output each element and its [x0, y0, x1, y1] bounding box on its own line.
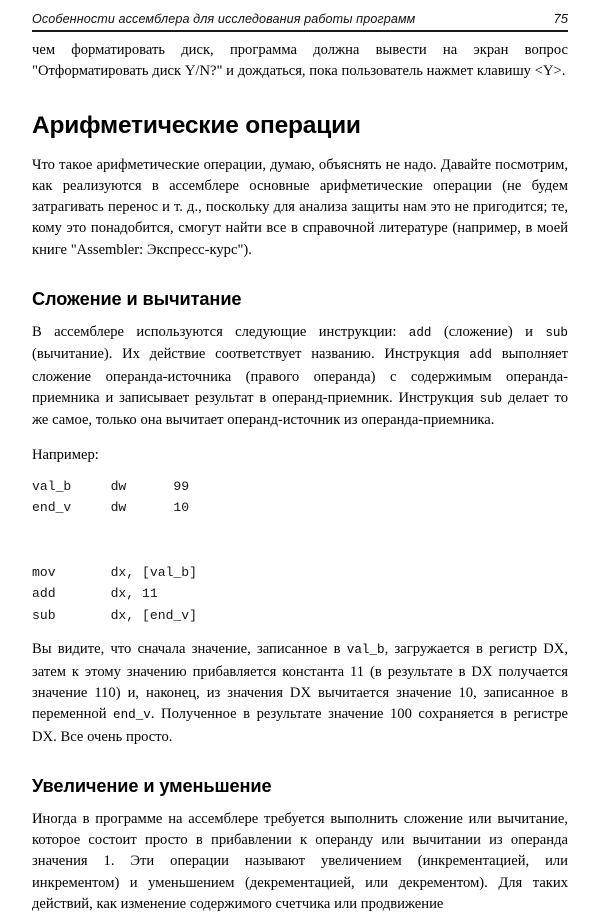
page-number: 75 [553, 11, 568, 26]
code-block-instructions [32, 562, 568, 627]
spacer [32, 748, 568, 775]
code-line: mov dx, [val_b] [32, 564, 198, 580]
paragraph-text-fragment: (сложение) и [431, 324, 546, 341]
spacer [32, 466, 568, 476]
section-title: Арифметические операции [32, 111, 361, 139]
spacer [32, 83, 568, 112]
spacer [32, 432, 568, 445]
subsection-title-increment-decrement: Увеличение и уменьшение [32, 775, 272, 796]
paragraph-text-fragment: выполняет сложение операнда-источника (правого операнда) с содержимым операнда-приемника и записывает результат в операнд-приемник. Инструкция [32, 346, 568, 406]
inline-code-sub: sub [545, 326, 568, 341]
running-head [32, 11, 568, 26]
header-rule-divider [32, 30, 568, 32]
spacer [32, 519, 568, 541]
page-content [32, 40, 568, 915]
inline-code-end-v: end_v [113, 708, 151, 723]
inline-code-add: add [408, 326, 432, 341]
subsection-title-addition-subtraction: Сложение и вычитание [32, 289, 242, 310]
inline-code-add: add [469, 348, 492, 363]
paragraph-text-fragment: . Полученное в результате значение 100 сохраняется в регистре DX. Все очень просто. [32, 706, 569, 745]
running-head-title: Особенности ассемблера для исследования работы программ [32, 12, 416, 26]
code-block-data-definitions [32, 476, 568, 519]
explanation-paragraph [32, 639, 568, 747]
spacer [32, 140, 568, 155]
intro-paragraph: чем форматировать диск, программа должна вывести на экран вопрос "Отформатировать диск Y/N?" и дождаться, пока пользователь нажмет клавишу <Y>. [32, 42, 568, 80]
code-line: sub dx, [end_v] [32, 607, 198, 623]
spacer [32, 797, 568, 809]
spacer [32, 626, 568, 639]
paragraph-text-fragment: В ассемблере используются следующие инструкции: [32, 324, 409, 341]
spacer [32, 310, 568, 322]
code-line: add dx, 11 [32, 586, 158, 602]
spacer [32, 540, 568, 562]
inline-code-sub: sub [479, 391, 503, 406]
paragraph-text-fragment: , загружается в регистр DX, затем к этому значению прибавляется константа 11 (в результате в DX получается значение 110) и, наконец, из значения DX вычитается значение 10, записанное в переменной [32, 641, 568, 723]
spacer [32, 261, 568, 288]
paragraph-text-fragment: (вычитание). Их действие соответствует названию. Инструкция [32, 346, 470, 363]
paragraph-text-fragment: Вы видите, что сначала значение, записанное в [32, 641, 347, 658]
section-paragraph: Что такое арифметические операции, думаю, объяснять не надо. Давайте посмотрим, как реализуются в ассемблере основные арифметические операции (не будем затрагивать перенос и т. д., поскольку для анализа защиты нам это не пригодится; те, кому это понадобится, смогут найти все в справочной литературе (например, в моей книге "Assembler: Экспресс-курс"). [32, 156, 568, 258]
addition-subtraction-paragraph [32, 322, 568, 431]
example-label: Например: [32, 446, 99, 463]
inline-code-val-b: val_b [346, 643, 385, 658]
code-line: val_b dw 99 [32, 478, 190, 494]
paragraph-text-fragment: делает то же самое, только она вычитает операнд-источник из операнда-приемника. [32, 389, 568, 429]
code-line: end_v dw 10 [32, 500, 190, 516]
increment-decrement-paragraph: Иногда в программе на ассемблере требуется выполнить сложение или вычитание, которое состоит просто в прибавлении к операнду или вычитании из операнда значения 1. Эти операции называют увеличением (инкрементацией, или инкрементом) и уменьшением (декрементацией, или декрементом). Для таких действий, как изменение содержимого счетчика или продвижение [32, 810, 568, 913]
